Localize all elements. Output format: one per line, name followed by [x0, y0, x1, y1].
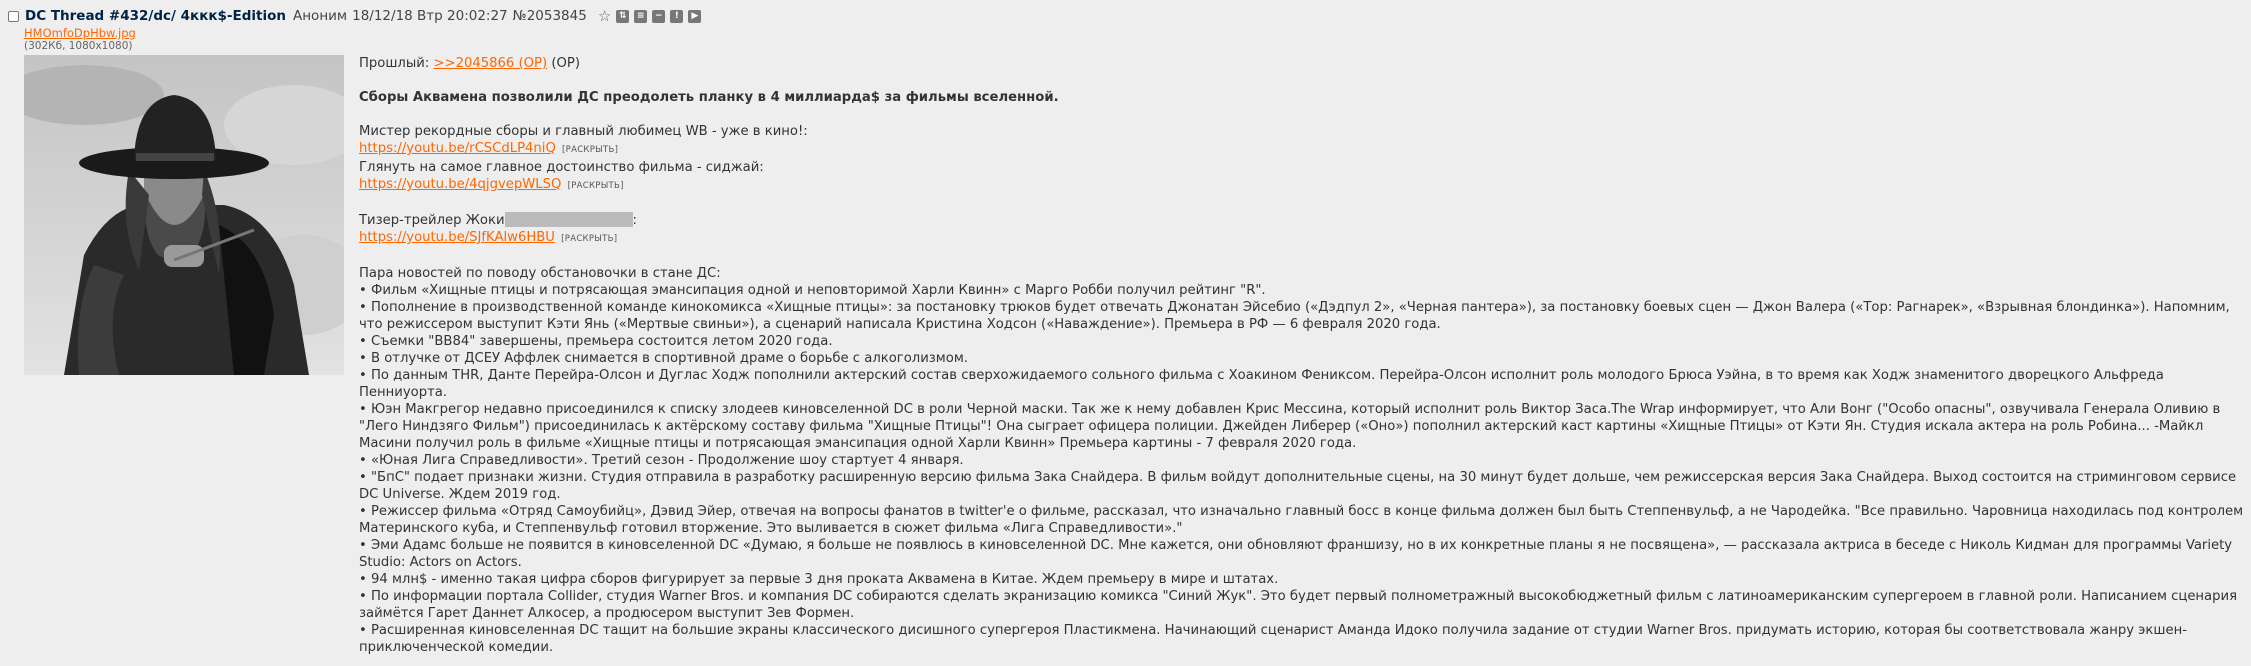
- news-item: • "БпС" подает признаки жизни. Студия отправила в разработку расширенную версию фильма Зака Снайдера. В фильм войдут дополнительные сцены, на 30 минут будет дольше, чем режиссерская версия Зака Снайдера. Выход состоится на стриминговом сервисе DC Universe. Ждем 2019 год.: [359, 470, 2237, 502]
- news-item: • Расширенная киновселенная DC тащит на большие экраны классического дисишного супергероя Пластикмена. Начинающий сценарист Аманда Идоко получила задание от студии Warner Bros. придумать историю, которая бы соответствовала жанру экшен-приключенческой комедии.: [359, 623, 2187, 655]
- news-item: • 94 млн$ - именно такая цифра сборов фигурирует за первые 3 дня проката Аквамена в Китае. Ждем премьеру в мире и штатах.: [359, 572, 1279, 587]
- news-item: • В отлучке от ДСЕУ Аффлек снимается в спортивной драме о борьбе с алкоголизмом.: [359, 351, 968, 366]
- news-item: • Режиссер фильма «Отряд Самоубийц», Дэвид Эйер, отвечая на вопросы фанатов в twitter'е о фильме, рассказал, что изначально главный босс в конце фильма должен был быть Степпенвульф, а не Чародейка. "Все правильно. Чаровница находилась под контролем Материнского куба, и Степпенвульф готовил вторжение. Это выливается в сюжет фильма «Лига Справедливости».": [359, 504, 2244, 536]
- prev-thread-label: Прошлый:: [359, 56, 430, 71]
- headline: Сборы Аквамена позволили ДС преодолеть планку в 4 миллиарда$ за фильмы вселенной.: [359, 90, 1059, 105]
- reply-icon[interactable]: ≡: [634, 10, 647, 23]
- expand-link-1[interactable]: [РАСКРЫТЬ]: [562, 145, 619, 155]
- post-header: [8, 6, 701, 26]
- minus-icon[interactable]: −: [652, 10, 665, 23]
- youtube-link-3[interactable]: https://youtu.be/SJfKAlw6HBU: [359, 230, 555, 245]
- teaser-colon: :: [632, 213, 637, 228]
- post-datetime: 18/12/18 Втр 20:02:27: [352, 8, 508, 24]
- main-line: Глянуть на самое главное достоинство фильма - сиджай:: [359, 160, 764, 175]
- favorite-star-icon[interactable]: ☆: [597, 7, 612, 25]
- news-item: • По информации портала Collider, студия Warner Bros. и компания DC собираются сделать экранизацию комикса "Синий Жук". Это будет первый полнометражный высокобюджетный фильм с латиноамериканским супергероем в главной роли. Написанием сценария займётся Гарет Даннет Алкосер, а продюсером выступит Зев Формен.: [359, 589, 2238, 621]
- thumbnail-image: [24, 55, 344, 375]
- expand-link-2[interactable]: [РАСКРЫТЬ]: [567, 181, 624, 191]
- post-message: [359, 55, 2244, 656]
- file-name-link[interactable]: HMOmfoDpHbw.jpg: [24, 26, 136, 40]
- news-item: • Эми Адамс больше не появится в киновселенной DC «Думаю, я больше не появлюсь в киновселенной DC. Мне кажется, они обновляют франшизу, но в их конкретные планы я не посвящена», — рассказала актриса в беседе с Николь Кидман для программы Variety Studio: Actors on Actors.: [359, 538, 2233, 570]
- prev-thread-line: [359, 55, 2244, 72]
- spoiler-block[interactable]: [505, 212, 633, 227]
- news-item: • Юэн Макгрегор недавно присоединился к списку злодеев киновселенной DC в роли Черной маски. Так же к нему добавлен Крис Мессина, который исполнит роль Виктор Заса.The Wrap информирует, что Али Вонг ("Особо опасны", озвучивала Генерала Оливию в "Лего Ниндзяго Фильм") присоединилась к актёрскому составу фильма "Хищные Птицы"! Она сыграет офицера полиции. Джейден Либерер («Оно») пополнил актерский каст картины «Хищные Птицы» от Кэти Ян. Студия искала актера на роль Робина... -Майкл Масини получил роль в фильме «Хищные птицы и потрясающая эмансипация одной Харли Квинн» Премьера картины - 7 февраля 2020 года.: [359, 402, 2221, 451]
- news-item: • Пополнение в производственной команде кинокомикса «Хищные птицы»: за постановку трюков будет отвечать Джонатан Эйсебио («Дэдпул 2», «Черная пантера»), за постановку боевых сцен — Джон Валера («Тор: Рагнарек», «Взрывная блондинка»). Напомним, что режиссером выступит Кэти Янь («Мертвые свиньи»), а сценарий написала Кристина Ходсон («Наваждение»). Премьера в РФ — 6 февраля 2020 года.: [359, 300, 2230, 332]
- post-select-checkbox[interactable]: [8, 11, 19, 22]
- report-icon[interactable]: !: [670, 10, 683, 23]
- news-item: • «Юная Лига Справедливости». Третий сезон - Продолжение шоу стартует 4 января.: [359, 453, 964, 468]
- post-number-link[interactable]: №2053845: [512, 8, 587, 24]
- news-intro: Пара новостей по поводу обстановочки в стане ДС:: [359, 266, 721, 281]
- news-item: • По данным THR, Данте Перейра-Олсон и Дуглас Ходж пополнили актерский состав сверхожидаемого сольного фильма с Хоакином Фениксом. Перейра-Олсон исполнит роль молодого Брюса Уэйна, в то время как Ходж знаменитого дворецкого Альфреда Пенниуорта.: [359, 368, 2164, 400]
- expand-link-3[interactable]: [РАСКРЫТЬ]: [561, 234, 618, 244]
- post-subject: DC Thread #432/dc/ 4ккк$-Edition: [25, 8, 286, 24]
- prev-thread-op: (OP): [551, 56, 580, 71]
- file-size: (302Кб, 1080x1080): [24, 40, 133, 52]
- youtube-link-1[interactable]: https://youtu.be/rCSCdLP4niQ: [359, 141, 556, 156]
- record-line: Мистер рекордные сборы и главный любимец WB - уже в кино!:: [359, 124, 808, 139]
- news-item: • Съемки "BB84" завершены, премьера состоится летом 2020 года.: [359, 334, 833, 349]
- youtube-link-2[interactable]: https://youtu.be/4qjgvepWLSQ: [359, 177, 562, 192]
- play-icon[interactable]: ▶: [688, 10, 701, 23]
- news-item: • Фильм «Хищные птицы и потрясающая эмансипация одной и неповторимой Харли Квинн» с Марго Робби получил рейтинг "R".: [359, 283, 1266, 298]
- teaser-line: [359, 212, 2244, 229]
- post-author: Аноним: [293, 8, 348, 24]
- prev-thread-link[interactable]: >>2045866 (OP): [433, 56, 548, 71]
- teaser-text: Тизер-трейлер Жоки: [359, 213, 505, 228]
- post-action-icons: [598, 9, 701, 23]
- file-info: [24, 27, 136, 53]
- post-image-thumbnail[interactable]: [24, 55, 344, 375]
- hide-icon[interactable]: ⇅: [616, 10, 629, 23]
